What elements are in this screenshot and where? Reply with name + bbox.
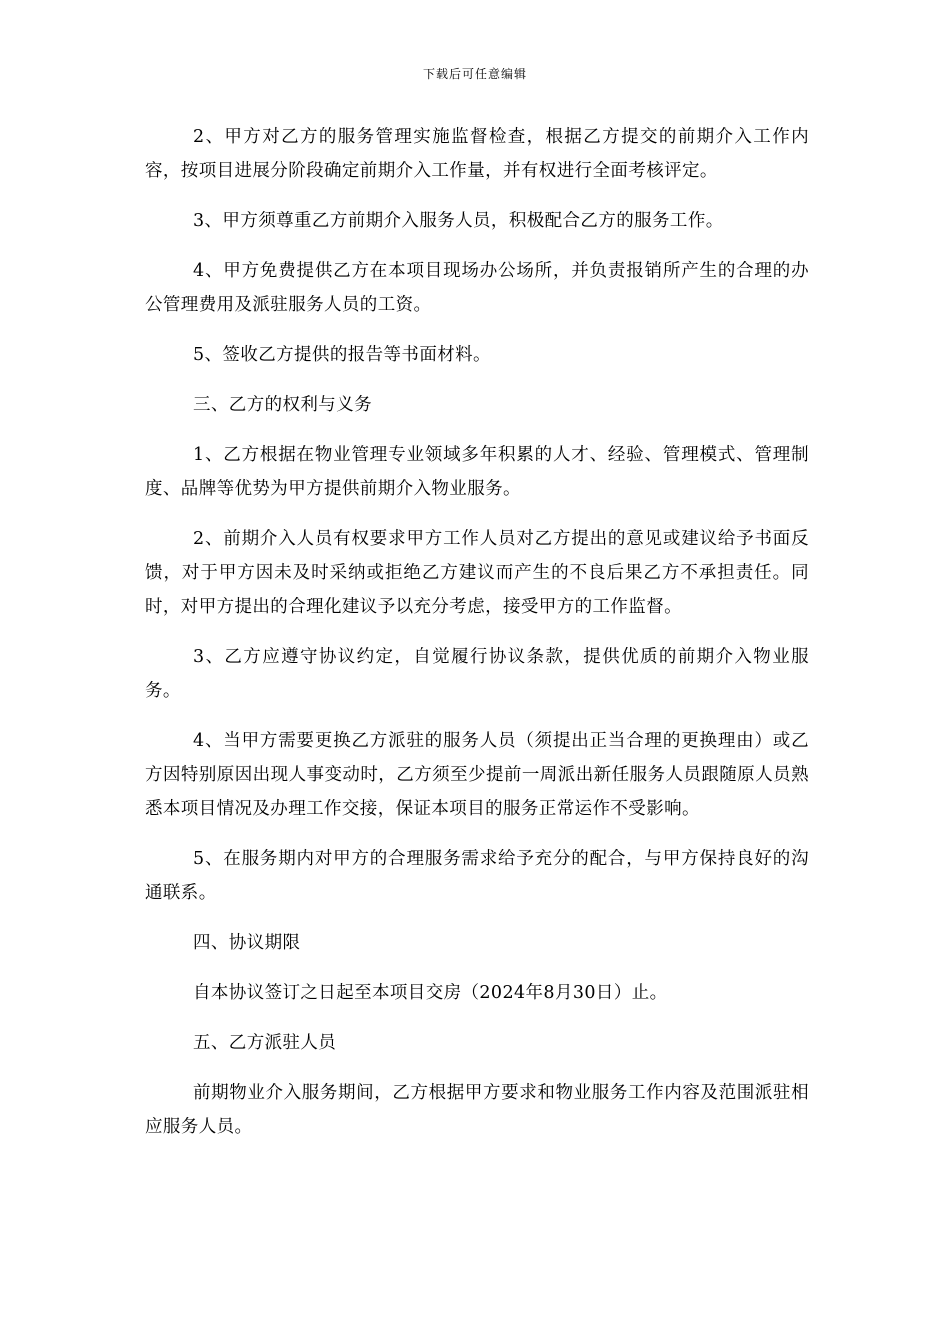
staff-paragraph: 前期物业介入服务期间，乙方根据甲方要求和物业服务工作内容及范围派驻相应服务人员。 (145, 1083, 809, 1137)
clause-jia-3: 3、甲方须尊重乙方前期介入服务人员，积极配合乙方的服务工作。 (193, 211, 724, 231)
clause-yi-5: 5、在服务期内对甲方的合理服务需求给予充分的配合，与甲方保持良好的沟通联系。 (145, 849, 809, 903)
clause-jia-4: 4、甲方免费提供乙方在本项目现场办公场所，并负责报销所产生的合理的办公管理费用及派驻服务人员的工资。 (145, 261, 809, 315)
clause-yi-2: 2、前期介入人员有权要求甲方工作人员对乙方提出的意见或建议给予书面反馈，对于甲方因未及时采纳或拒绝乙方建议而产生的不良后果乙方不承担责任。同时，对甲方提出的合理化建议予以充分考虑，接受甲方的工作监督。 (145, 529, 809, 617)
term-paragraph: 自本协议签订之日起至本项目交房（2024年8月30日）止。 (193, 983, 668, 1003)
document-body (145, 120, 809, 1160)
page-header: 下载后可任意编辑 (422, 67, 527, 81)
section-heading-4: 四、协议期限 (193, 933, 301, 953)
clause-jia-2: 2、甲方对乙方的服务管理实施监督检查，根据乙方提交的前期介入工作内容，按项目进展分阶段确定前期介入工作量，并有权进行全面考核评定。 (145, 127, 809, 181)
clause-yi-1: 1、乙方根据在物业管理专业领域多年积累的人才、经验、管理模式、管理制度、品牌等优势为甲方提供前期介入物业服务。 (145, 445, 809, 499)
clause-yi-3: 3、乙方应遵守协议约定，自觉履行协议条款，提供优质的前期介入物业服务。 (145, 647, 809, 701)
section-heading-5: 五、乙方派驻人员 (193, 1033, 337, 1053)
clause-jia-5: 5、签收乙方提供的报告等书面材料。 (193, 345, 491, 365)
section-heading-3: 三、乙方的权利与义务 (193, 395, 372, 415)
clause-yi-4: 4、当甲方需要更换乙方派驻的服务人员（须提出正当合理的更换理由）或乙方因特别原因出现人事变动时，乙方须至少提前一周派出新任服务人员跟随原人员熟悉本项目情况及办理工作交接，保证本项目的服务正常运作不受影响。 (145, 731, 809, 819)
